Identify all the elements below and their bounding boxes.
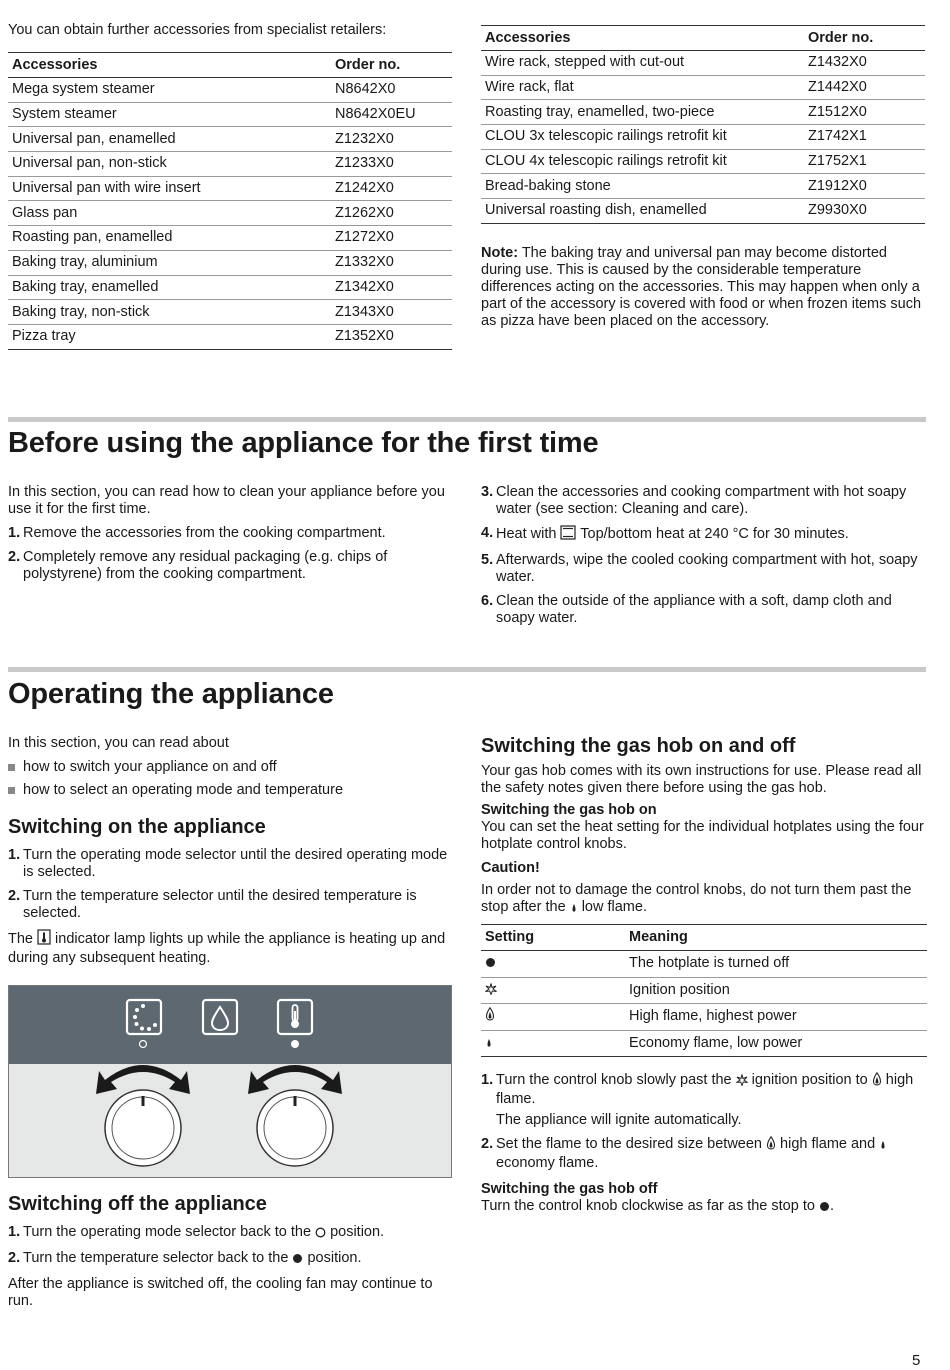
step-item: 6. Clean the outside of the appliance with a soft, damp cloth and soapy water. bbox=[481, 593, 892, 626]
thermometer-indicator-icon bbox=[37, 929, 51, 950]
gas-hob-on-text: You can set the heat setting for the individual hotplates using the four hotplate control knobs. bbox=[481, 819, 924, 852]
order-number-cell: Z1233X0 bbox=[331, 152, 452, 177]
order-number-cell: Z1742X1 bbox=[804, 125, 925, 150]
step-item: 4. Heat with Top/bottom heat at 240 °C for 30 minutes. bbox=[481, 525, 921, 545]
subtitle-gas-hob: Switching the gas hob on and off bbox=[481, 735, 796, 757]
list-item: how to select an operating mode and temperature bbox=[8, 782, 452, 799]
col-header-order-no: Order no. bbox=[331, 53, 452, 78]
accessories-table-left bbox=[8, 52, 452, 350]
col-header-meaning: Meaning bbox=[625, 925, 927, 951]
low-flame-icon bbox=[879, 1138, 887, 1155]
note-label: Note: bbox=[481, 245, 519, 261]
table-row: High flame, highest power bbox=[481, 1004, 927, 1031]
table-row bbox=[481, 75, 925, 100]
step-item: 3. Clean the accessories and cooking compartment with hot soapy water (see section: Cleaning and care). bbox=[481, 484, 907, 517]
note-text: The baking tray and universal pan may become distorted during use. This is caused by the considerable temperature differences acting on the accessories. This may happen when only a part of the accessory is covered with food or when frozen items such as pizza have been placed on the accessory. bbox=[481, 245, 922, 329]
order-number-cell: Z1912X0 bbox=[804, 174, 925, 199]
gas-hob-off-text: Turn the control knob clockwise as far as the stop to . bbox=[481, 1198, 927, 1217]
accessory-name-cell: Universal pan, enamelled bbox=[8, 127, 331, 152]
step-item: 1. Turn the control knob slowly past the ignition position to high flame. The appliance will ignite automatically. bbox=[481, 1072, 914, 1128]
accessory-name-cell: Universal pan, non-stick bbox=[8, 152, 331, 177]
order-number-cell: Z1242X0 bbox=[331, 176, 452, 201]
accessory-name-cell: Universal roasting dish, enamelled bbox=[481, 199, 804, 224]
operating-intro: In this section, you can read about bbox=[8, 735, 229, 751]
first-use-right-column bbox=[481, 484, 921, 634]
thermometer-icon bbox=[278, 1000, 312, 1034]
step-item: 2. Turn the temperature selector until the desired temperature is selected. bbox=[8, 888, 417, 921]
table-row: Economy flame, low power bbox=[481, 1030, 927, 1057]
table-row bbox=[8, 226, 452, 251]
accessory-name-cell: System steamer bbox=[8, 102, 331, 127]
table-row bbox=[481, 174, 925, 199]
table-row bbox=[8, 250, 452, 275]
subtitle-switch-on: Switching on the appliance bbox=[8, 816, 266, 838]
section-divider bbox=[8, 417, 926, 422]
retailers-intro: You can obtain further accessories from specialist retailers: bbox=[8, 22, 387, 38]
table-row bbox=[481, 199, 925, 224]
off-position-marker bbox=[291, 1040, 299, 1048]
operating-left-column bbox=[8, 735, 452, 967]
off-dot-icon bbox=[485, 956, 496, 973]
page-number: 5 bbox=[912, 1352, 921, 1369]
table-row bbox=[8, 127, 452, 152]
section-title-first-use: Before using the appliance for the first time bbox=[8, 427, 599, 459]
table-row bbox=[8, 300, 452, 325]
col-header-accessories: Accessories bbox=[481, 26, 804, 51]
accessory-name-cell: Pizza tray bbox=[8, 324, 331, 349]
operating-mode-knob bbox=[105, 1090, 181, 1166]
accessory-name-cell: Roasting pan, enamelled bbox=[8, 226, 331, 251]
caution-heading: Caution! bbox=[481, 860, 540, 876]
table-row bbox=[8, 324, 452, 349]
accessory-name-cell: Baking tray, aluminium bbox=[8, 250, 331, 275]
step-item: 5. Afterwards, wipe the cooled cooking compartment with hot, soapy water. bbox=[481, 552, 918, 585]
accessory-name-cell: Baking tray, enamelled bbox=[8, 275, 331, 300]
subtitle-switch-off: Switching off the appliance bbox=[8, 1193, 267, 1215]
low-flame-icon bbox=[485, 1036, 493, 1053]
flame-icon bbox=[203, 1000, 237, 1034]
order-number-cell: N8642X0 bbox=[331, 78, 452, 103]
first-use-intro: In this section, you can read how to clean your appliance before you use it for the first time. bbox=[8, 484, 445, 517]
order-number-cell: Z1272X0 bbox=[331, 226, 452, 251]
control-panel-illustration bbox=[8, 985, 452, 1178]
off-dot-icon bbox=[819, 1200, 830, 1217]
gas-hob-off-heading: Switching the gas hob off bbox=[481, 1181, 658, 1197]
step-item: 1. Turn the operating mode selector back to the position. bbox=[8, 1224, 452, 1243]
order-number-cell: Z1432X0 bbox=[804, 51, 925, 76]
accessory-name-cell: Bread-baking stone bbox=[481, 174, 804, 199]
ignition-spark-icon bbox=[485, 983, 497, 1000]
section-divider bbox=[8, 667, 926, 672]
table-row bbox=[8, 78, 452, 103]
order-number-cell: Z1343X0 bbox=[331, 300, 452, 325]
order-number-cell: Z1262X0 bbox=[331, 201, 452, 226]
accessory-name-cell: Wire rack, flat bbox=[481, 75, 804, 100]
accessory-name-cell: Glass pan bbox=[8, 201, 331, 226]
first-use-left-column bbox=[8, 484, 448, 590]
off-dot-icon bbox=[292, 1252, 303, 1269]
step-item: 1. Remove the accessories from the cooking compartment. bbox=[8, 525, 386, 541]
gas-hob-column bbox=[481, 734, 927, 1217]
temperature-knob bbox=[257, 1090, 333, 1166]
order-number-cell: Z1342X0 bbox=[331, 275, 452, 300]
order-number-cell: Z1332X0 bbox=[331, 250, 452, 275]
settings-table bbox=[481, 924, 927, 1057]
order-number-cell: Z1232X0 bbox=[331, 127, 452, 152]
table-row bbox=[481, 100, 925, 125]
gas-hob-on-heading: Switching the gas hob on bbox=[481, 802, 657, 818]
distortion-note bbox=[481, 245, 927, 330]
order-number-cell: Z1752X1 bbox=[804, 149, 925, 174]
order-number-cell: Z9930X0 bbox=[804, 199, 925, 224]
table-row bbox=[8, 102, 452, 127]
step-item: 2. Completely remove any residual packaging (e.g. chips of polystyrene) from the cooking compartment. bbox=[8, 549, 388, 582]
top-bottom-heat-icon bbox=[560, 525, 576, 545]
order-number-cell: Z1352X0 bbox=[331, 324, 452, 349]
table-row bbox=[8, 275, 452, 300]
table-row: The hotplate is turned off bbox=[481, 951, 927, 978]
order-number-cell: Z1442X0 bbox=[804, 75, 925, 100]
table-row bbox=[8, 176, 452, 201]
table-row bbox=[481, 149, 925, 174]
accessory-name-cell: Wire rack, stepped with cut-out bbox=[481, 51, 804, 76]
col-header-accessories: Accessories bbox=[8, 53, 331, 78]
caution-text: In order not to damage the control knobs, do not turn them past the stop after the low flame. bbox=[481, 882, 927, 918]
step-item: 2. Set the flame to the desired size between high flame and economy flame. bbox=[481, 1136, 927, 1172]
accessory-name-cell: Mega system steamer bbox=[8, 78, 331, 103]
cooling-fan-note: After the appliance is switched off, the cooling fan may continue to run. bbox=[8, 1276, 433, 1309]
col-header-order-no: Order no. bbox=[804, 26, 925, 51]
table-row bbox=[8, 201, 452, 226]
accessory-name-cell: CLOU 3x telescopic railings retrofit kit bbox=[481, 125, 804, 150]
accessory-name-cell: Universal pan with wire insert bbox=[8, 176, 331, 201]
step-item: 2. Turn the temperature selector back to the position. bbox=[8, 1250, 452, 1269]
table-row bbox=[481, 51, 925, 76]
table-row: Ignition position bbox=[481, 977, 927, 1004]
accessory-name-cell: CLOU 4x telescopic railings retrofit kit bbox=[481, 149, 804, 174]
indicator-lamp-note: The indicator lamp lights up while the appliance is heating up and during any subsequent heating. bbox=[8, 931, 446, 966]
accessories-table-right bbox=[481, 25, 925, 224]
gas-hob-intro: Your gas hob comes with its own instructions for use. Please read all the safety notes given there before using the gas hob. bbox=[481, 763, 922, 796]
high-flame-icon bbox=[766, 1136, 776, 1155]
table-row bbox=[481, 125, 925, 150]
step-item: 1. Turn the operating mode selector until the desired operating mode is selected. bbox=[8, 847, 448, 880]
col-header-setting: Setting bbox=[481, 925, 625, 951]
high-flame-icon bbox=[485, 1007, 495, 1026]
accessory-name-cell: Baking tray, non-stick bbox=[8, 300, 331, 325]
order-number-cell: Z1512X0 bbox=[804, 100, 925, 125]
accessory-name-cell: Roasting tray, enamelled, two-piece bbox=[481, 100, 804, 125]
section-title-operating: Operating the appliance bbox=[8, 678, 334, 710]
table-row bbox=[8, 152, 452, 177]
high-flame-icon bbox=[872, 1072, 882, 1091]
list-item: how to switch your appliance on and off bbox=[8, 759, 452, 776]
off-circle-icon bbox=[315, 1226, 326, 1243]
low-flame-icon bbox=[570, 901, 578, 918]
ignition-spark-icon bbox=[736, 1074, 748, 1091]
switch-off-block bbox=[8, 1192, 452, 1310]
operating-mode-icon bbox=[127, 1000, 161, 1034]
order-number-cell: N8642X0EU bbox=[331, 102, 452, 127]
